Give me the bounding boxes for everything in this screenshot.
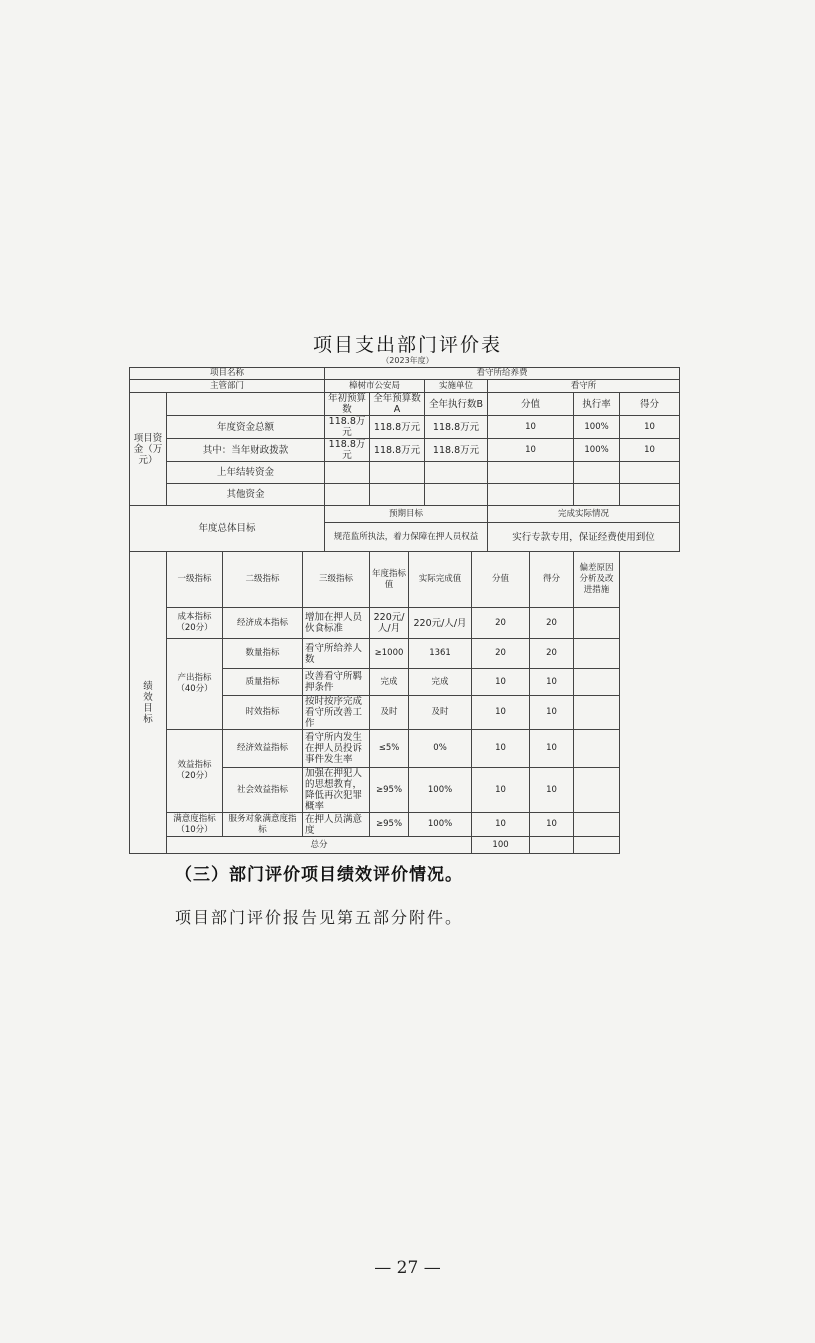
level2-label: 经济效益指标: [223, 730, 303, 768]
score-cell: 10: [472, 730, 530, 768]
note-cell: [574, 696, 620, 730]
funds-header: 全年预算数A: [370, 393, 425, 416]
score-cell: 10: [472, 813, 530, 837]
funds-cell: 10: [488, 416, 574, 439]
score-cell: 20: [472, 608, 530, 639]
project-name-label: 项目名称: [130, 368, 325, 380]
note-cell: [574, 768, 620, 813]
score-cell: 10: [472, 768, 530, 813]
funds-row: [130, 416, 680, 439]
indicator-header-row: [130, 552, 680, 608]
funds-cell: [488, 484, 574, 506]
level2-label: 数量指标: [223, 639, 303, 669]
score-cell: 10: [472, 669, 530, 696]
target-value: ≥1000: [370, 639, 409, 669]
funds-cell: 118.8万元: [425, 416, 488, 439]
perf-label: 绩效目标: [130, 552, 167, 854]
level2-label: 社会效益指标: [223, 768, 303, 813]
dept-value: 樟树市公安局: [325, 380, 425, 393]
funds-cell: 118.8万元: [325, 416, 370, 439]
actual-value-cell: 100%: [409, 813, 472, 837]
form-title: 项目支出部门评价表: [312, 334, 502, 356]
funds-cell: 118.8万元: [370, 439, 425, 462]
funds-cell: [325, 462, 370, 484]
target-value: ≥95%: [370, 768, 409, 813]
got-cell: 10: [530, 696, 574, 730]
actual-label: 完成实际情况: [488, 506, 680, 523]
indicator-row: [130, 639, 680, 669]
level3-label: 按时按序完成看守所改善工作: [303, 696, 370, 730]
funds-cell: [325, 484, 370, 506]
funds-row-label: 其他资金: [167, 484, 325, 506]
total-score: 100: [472, 837, 530, 854]
indicator-header: 得分: [530, 552, 574, 608]
note-cell: [574, 639, 620, 669]
funds-cell: 10: [620, 416, 680, 439]
impl-unit-label: 实施单位: [425, 380, 488, 393]
note-cell: [574, 669, 620, 696]
level2-label: 经济成本指标: [223, 608, 303, 639]
expected-goal-value: 规范监所执法，着力保障在押人员权益: [325, 523, 488, 552]
funds-cell: 100%: [574, 416, 620, 439]
indicator-header: 三级指标: [303, 552, 370, 608]
dept-label: 主管部门: [130, 380, 325, 393]
funds-row: [130, 484, 680, 506]
funds-cell: [620, 484, 680, 506]
indicator-row: [130, 608, 680, 639]
target-value: 220元/人/月: [370, 608, 409, 639]
actual-value-cell: 完成: [409, 669, 472, 696]
funds-cell: [370, 462, 425, 484]
level3-label: 加强在押犯人的思想教育，降低再次犯罪概率: [303, 768, 370, 813]
note-cell: [574, 813, 620, 837]
funds-cell: [425, 462, 488, 484]
level1-label: 产出指标（40分）: [167, 639, 223, 730]
funds-row-label: 年度资金总额: [167, 416, 325, 439]
funds-cell: [574, 484, 620, 506]
funds-cell: [574, 462, 620, 484]
funds-cell: 10: [620, 439, 680, 462]
funds-cell: [488, 462, 574, 484]
target-value: ≥95%: [370, 813, 409, 837]
indicator-row: [130, 813, 680, 837]
total-label: 总分: [167, 837, 472, 854]
funds-header: 全年执行数B: [425, 393, 488, 416]
actual-value-cell: 220元/人/月: [409, 608, 472, 639]
funds-row-label: 其中：当年财政拨款: [167, 439, 325, 462]
funds-header: 分值: [488, 393, 574, 416]
project-name-value: 看守所给养费: [325, 368, 680, 380]
note-cell: [574, 730, 620, 768]
page-number: — 27 —: [374, 1258, 441, 1278]
target-value: 及时: [370, 696, 409, 730]
funds-header: 得分: [620, 393, 680, 416]
indicator-row: [130, 730, 680, 768]
funds-row-label: 上年结转资金: [167, 462, 325, 484]
funds-cell: 10: [488, 439, 574, 462]
level3-label: 看守所内发生在押人员投诉事件发生率: [303, 730, 370, 768]
indicator-header: 偏差原因分析及改进措施: [574, 552, 620, 608]
actual-value-cell: 及时: [409, 696, 472, 730]
funds-cell: [620, 462, 680, 484]
evaluation-table: [129, 367, 680, 854]
dept-row: [130, 380, 680, 393]
got-cell: 10: [530, 768, 574, 813]
level1-label: 效益指标（20分）: [167, 730, 223, 813]
target-value: ≤5%: [370, 730, 409, 768]
actual-value-cell: 1361: [409, 639, 472, 669]
got-cell: 20: [530, 639, 574, 669]
total-row: [130, 837, 680, 854]
score-cell: 20: [472, 639, 530, 669]
level1-label: 成本指标（20分）: [167, 608, 223, 639]
funds-cell: 118.8万元: [370, 416, 425, 439]
funds-row: [130, 462, 680, 484]
got-cell: 10: [530, 730, 574, 768]
actual-value: 实行专款专用，保证经费使用到位: [488, 523, 680, 552]
project-name-row: [130, 368, 680, 380]
level2-label: 服务对象满意度指标: [223, 813, 303, 837]
indicator-header: 年度指标值: [370, 552, 409, 608]
level3-label: 改善看守所羁押条件: [303, 669, 370, 696]
level3-label: 增加在押人员伙食标准: [303, 608, 370, 639]
section-heading: （三）部门评价项目绩效评价情况。: [175, 865, 463, 885]
funds-header: 执行率: [574, 393, 620, 416]
funds-header: 年初预算数: [325, 393, 370, 416]
actual-value-cell: 100%: [409, 768, 472, 813]
indicator-header: 实际完成值: [409, 552, 472, 608]
funds-cell: [370, 484, 425, 506]
funds-cell: 118.8万元: [425, 439, 488, 462]
level2-label: 时效指标: [223, 696, 303, 730]
funds-header-row: [130, 393, 680, 416]
got-cell: 20: [530, 608, 574, 639]
goal-header-row: [130, 506, 680, 523]
got-cell: 10: [530, 813, 574, 837]
indicator-header: 二级指标: [223, 552, 303, 608]
funds-row: [130, 439, 680, 462]
note-cell: [574, 608, 620, 639]
funds-cell: 118.8万元: [325, 439, 370, 462]
indicator-header: 一级指标: [167, 552, 223, 608]
level3-label: 看守所给养人数: [303, 639, 370, 669]
score-cell: 10: [472, 696, 530, 730]
expected-goal-label: 预期目标: [325, 506, 488, 523]
impl-unit-value: 看守所: [488, 380, 680, 393]
form-year: （2023年度）: [381, 356, 434, 365]
level3-label: 在押人员满意度: [303, 813, 370, 837]
indicator-header: 分值: [472, 552, 530, 608]
target-value: 完成: [370, 669, 409, 696]
funds-cell: [425, 484, 488, 506]
funds-cell: 100%: [574, 439, 620, 462]
funds-label: 项目资金（万元）: [130, 393, 167, 506]
annual-goal-label: 年度总体目标: [130, 506, 325, 552]
section-body: 项目部门评价报告见第五部分附件。: [175, 908, 464, 927]
level2-label: 质量指标: [223, 669, 303, 696]
level1-label: 满意度指标（10分）: [167, 813, 223, 837]
got-cell: 10: [530, 669, 574, 696]
actual-value-cell: 0%: [409, 730, 472, 768]
